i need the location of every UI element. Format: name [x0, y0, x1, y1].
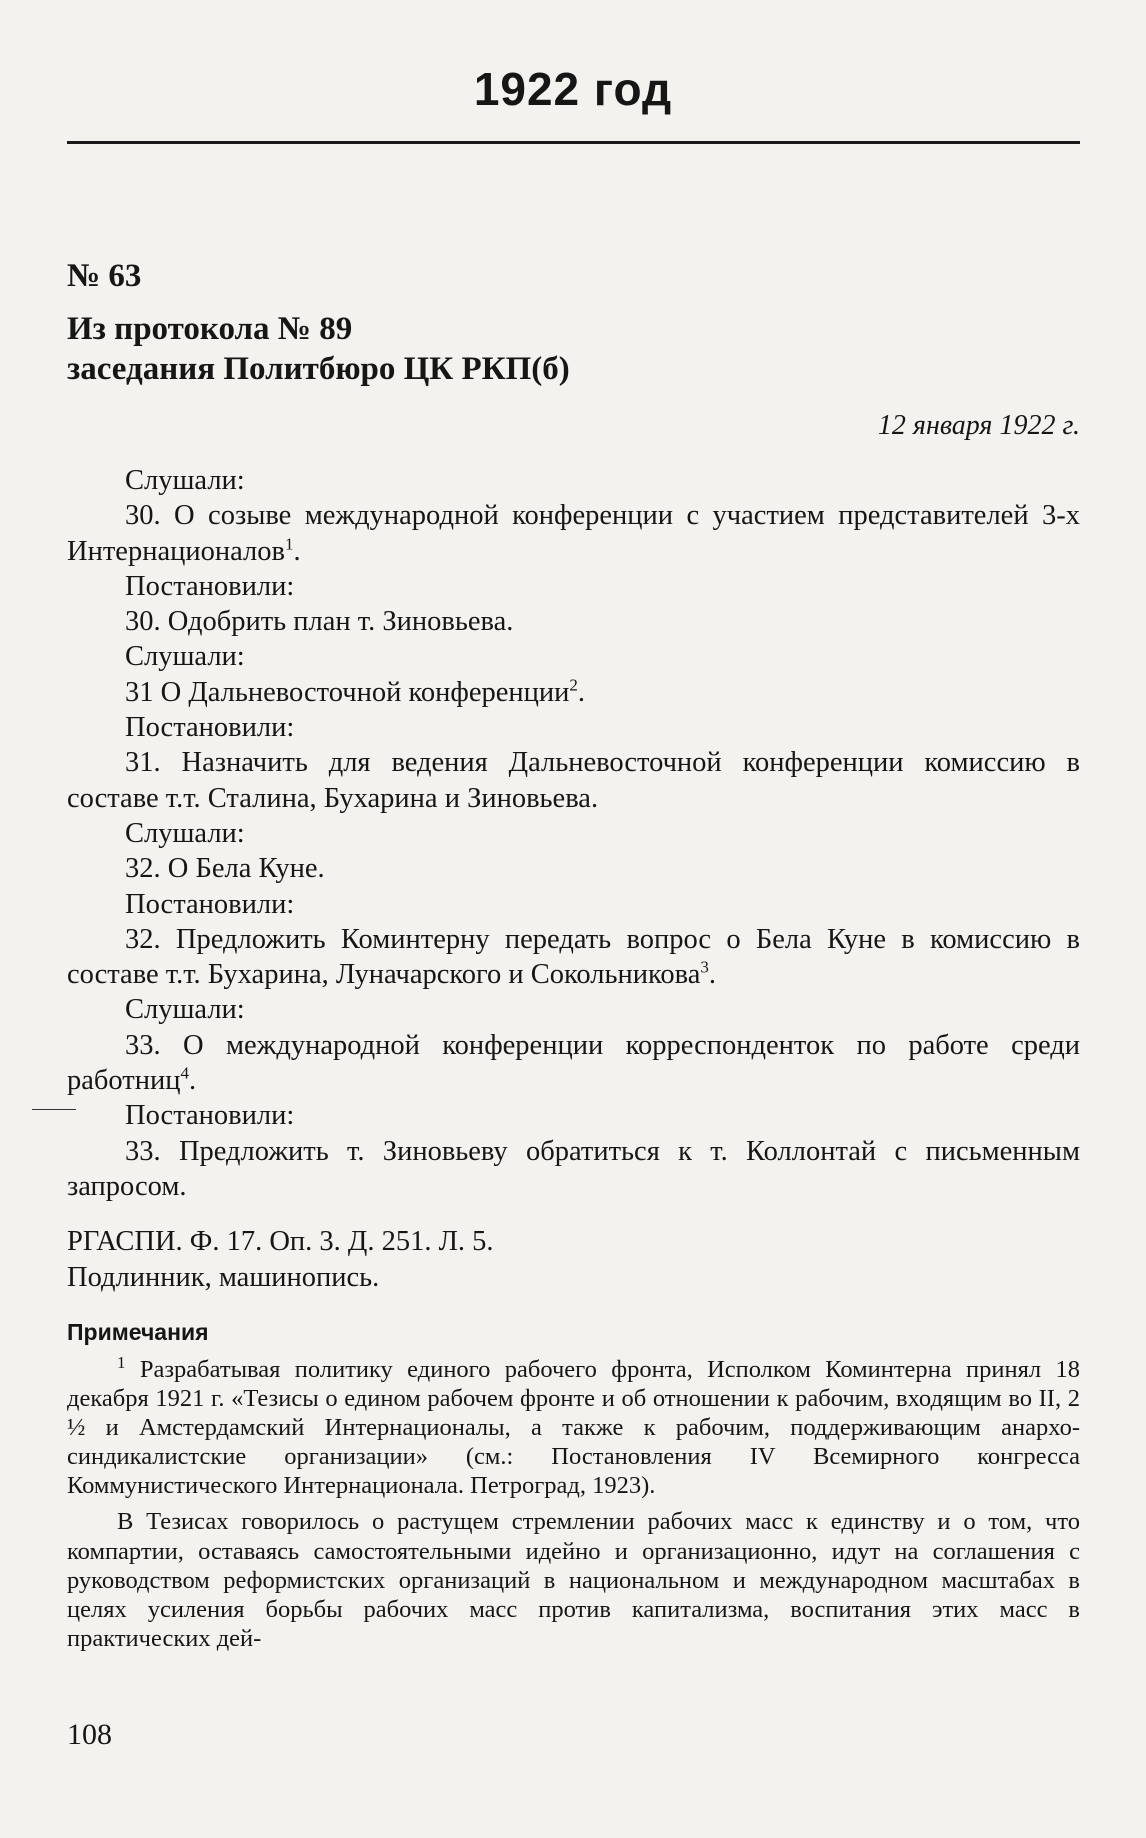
footnote-ref: 2: [569, 675, 578, 695]
heard-text: 32. О Бела Куне.: [125, 853, 325, 885]
heard-label: Слушали:: [125, 817, 245, 849]
document-title: [67, 309, 967, 389]
decided-text: 33. Предложить т. Зиновьеву обратиться к т. Коллонтай с письменным запросом.: [67, 1135, 1080, 1202]
note-1: $^1$ Разрабатывая политику единого рабочего фронта, Исполком Коминтерна принял 18 декабря 1921 г. «Тезисы о едином рабочем фронте и об отношении к рабочим, входящим во II, 2 ½ и Амстердамский Интернационалы, а также к рабочим, поддерживающим анархо-синдикалистские организации» (см.: Постановления IV Всемирного конгресса Коммунистического Интернационала. Петроград, 1923).: [67, 1352, 1080, 1500]
decided-text: 30. Одобрить план т. Зиновьева.: [125, 606, 514, 638]
footnote-ref: 4: [180, 1063, 189, 1083]
archive-source: [67, 1224, 494, 1295]
decided-text: 31. Назначить для ведения Дальневосточной конференции комиссию в составе т.т. Сталина, Бухарина и Зиновьева.: [67, 747, 1080, 814]
decided-text: 32. Предложить Коминтерну передать вопрос о Бела Куне в комиссию в составе т.т. Бухарина, Луначарского и Сокольникова$^3$.: [67, 923, 1080, 991]
document-title-line2: заседания Политбюро ЦК РКП(б): [67, 351, 570, 387]
footnote-ref: 3: [700, 957, 709, 977]
heard-text: 30. О созыве международной конференции с участием представителей 3-х Интернационалов$^1$.: [67, 500, 1080, 567]
running-header: 1922 год: [473, 63, 673, 115]
footnote-ref: 1: [284, 534, 294, 554]
decided-label: Постановили:: [125, 888, 295, 920]
footnote-number: 1: [117, 1352, 126, 1372]
decided-label: Постановили:: [125, 1100, 295, 1132]
heard-label: Слушали:: [125, 465, 245, 496]
document-date: 12 января 1922 г.: [877, 410, 1080, 441]
margin-mark: [32, 1109, 76, 1110]
heard-text: 33. О международной конференции корреспонденток по работе среди работниц$^4$.: [67, 1029, 1080, 1097]
decided-label: Постановили:: [125, 712, 295, 744]
note-paragraph-2: В Тезисах говорилось о растущем стремлении рабочих масс к единству и о том, что компартии, оставаясь самостоятельными идейно и организационно, идут на соглашения с руководством реформистских организаций в национальном и международном масштабах в целях усиления борьбы рабочих масс против капитализма, воспитания этих масс в практических дей-: [67, 1508, 1080, 1652]
page-number: 108: [67, 1718, 112, 1751]
decided-label: Постановили:: [125, 570, 295, 602]
heard-label: Слушали:: [125, 994, 245, 1026]
heard-label: Слушали:: [125, 641, 245, 673]
heard-text: 31 О Дальневосточной конференции$^2$.: [125, 675, 586, 708]
header-rule: [67, 141, 1080, 144]
protocol-body: [67, 463, 1080, 1204]
notes-heading: Примечания: [67, 1319, 209, 1345]
document-number: № 63: [67, 258, 142, 294]
document-title-line1: Из протокола № 89: [67, 311, 353, 347]
notes-body: [67, 1352, 1080, 1660]
document-kind: Подлинник, машинопись.: [67, 1261, 380, 1293]
archive-reference: РГАСПИ. Ф. 17. Оп. 3. Д. 251. Л. 5.: [67, 1226, 494, 1257]
